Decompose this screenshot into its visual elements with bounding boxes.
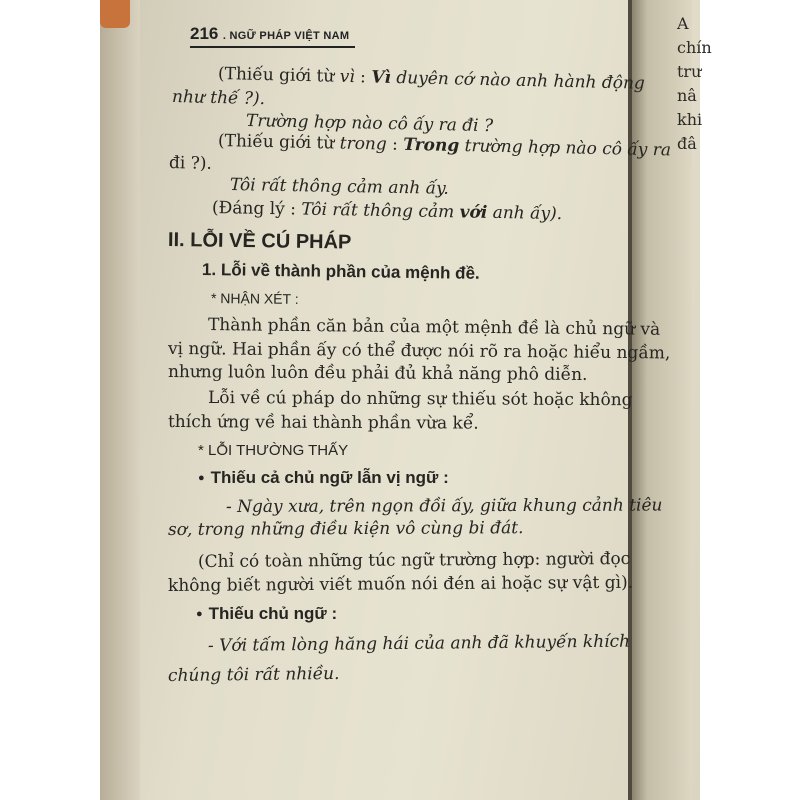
text-line: (Chỉ có toàn những túc ngữ trường hợp: người đọc: [197, 548, 631, 572]
text-line: thích ứng về hai thành phần vừa kể.: [167, 412, 479, 434]
text-line: - Ngày xưa, trên ngọn đồi ấy, giữa khung cảnh tiêu: [225, 495, 663, 517]
text-line: - Với tấm lòng hăng hái của anh đã khuyến khích: [207, 631, 631, 656]
book-title: NGỮ PHÁP VIỆT NAM: [229, 30, 350, 42]
text-line: nhưng luôn luôn đều phải đủ khả năng phô diễn.: [167, 362, 588, 385]
text-line: chúng tôi rất nhiều.: [167, 663, 340, 686]
bullet-heading: ● Thiếu cả chủ ngữ lẫn vị ngữ :: [198, 468, 449, 488]
text-line: không biết người viết muốn nói đén ai hoặc sự vật gì).: [167, 572, 634, 596]
book-spine: [100, 0, 140, 800]
section-heading: II. LỖI VỀ CÚ PHÁP: [167, 229, 352, 254]
text-line: Trường hợp nào cô ấy ra đi ?: [245, 111, 494, 137]
text-line: như thế ?).: [171, 87, 266, 110]
page-header: 216 . NGỮ PHÁP VIỆT NAM: [190, 24, 355, 48]
note-label: * NHẬN XÉT :: [210, 290, 299, 307]
text-line: sơ, trong những điều kiện vô cùng bi đát.: [167, 518, 524, 540]
text-line: (Thiếu giới từ trong : Trong trường hợp nào cô ấy ra: [217, 131, 672, 161]
note-label: * LỖI THƯỜNG THẤY: [198, 442, 349, 459]
text-line: Lỗi về cú pháp do những sự thiếu sót hoặc không: [207, 388, 633, 411]
book-cover-edge: [100, 0, 130, 28]
text-line: Thành phần căn bản của một mệnh đề là chủ ngữ và: [207, 315, 661, 340]
text-line: Tôi rất thông cảm anh ấy.: [229, 175, 450, 199]
text-line: vị ngữ. Hai phần ấy có thể được nói rõ ra hoặc hiểu ngầm,: [167, 339, 671, 364]
text-line: (Thiếu giới từ vì : Vì duyên cớ nào anh hành động: [217, 64, 646, 94]
facing-page-text: A chín trư nâ khi đâ: [677, 14, 712, 153]
text-line: đi ?).: [168, 153, 213, 174]
subsection-heading: 1. Lỗi về thành phần của mệnh đề.: [201, 260, 480, 283]
facing-page: [632, 0, 712, 800]
page-number: 216: [190, 24, 219, 43]
bullet-heading: ● Thiếu chủ ngữ :: [196, 604, 337, 624]
text-line: (Đáng lý : Tôi rất thông cảm với anh ấy).: [211, 198, 563, 225]
